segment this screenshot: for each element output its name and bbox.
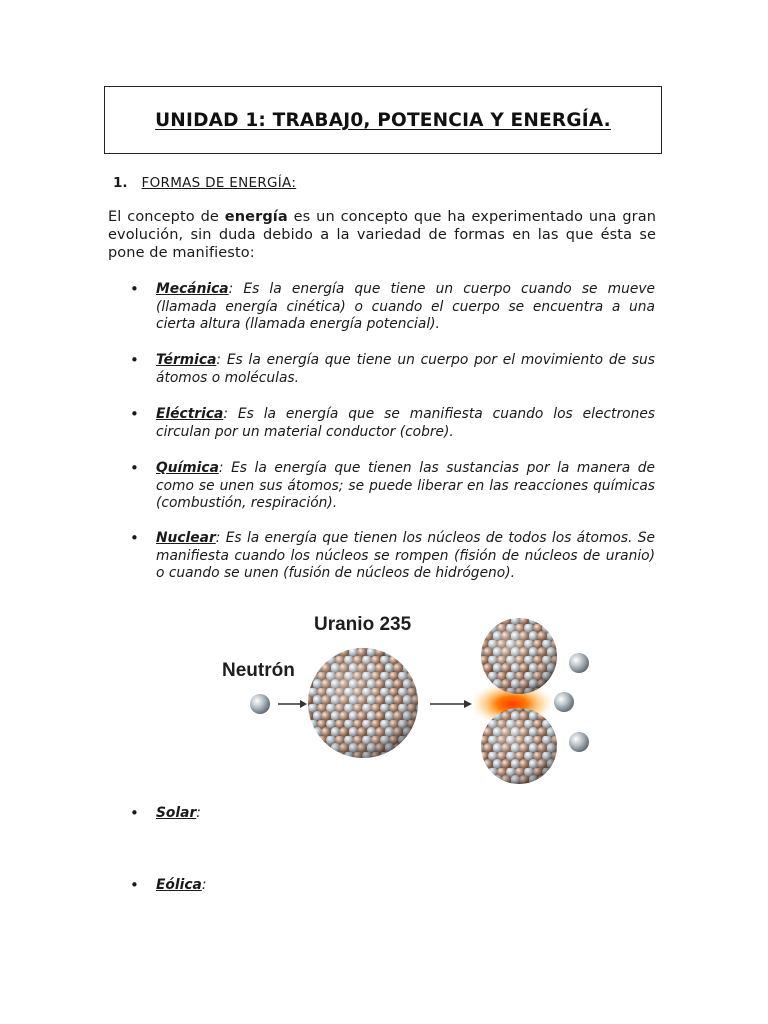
- arrow-icon: [278, 700, 307, 708]
- term-solar: Solar: [156, 805, 197, 821]
- list-item-electrica: [132, 406, 655, 441]
- desc-eolica: :: [201, 877, 207, 893]
- desc-electrica: : Es la energía que se manifiesta cuando los electrones circulan por un material conductor (cobre).: [156, 406, 655, 440]
- arrow-icon: [430, 700, 472, 708]
- desc-nuclear: : Es la energía que tienen los núcleos de todos los átomos. Se manifiesta cuando los núcleos se rompen (fisión de núcleos de uranio) o cuando se unen (fusión de núcleos de hidrógeno).: [156, 530, 655, 581]
- intro-keyword: energía: [224, 209, 288, 225]
- released-neutron: [569, 653, 589, 673]
- intro-text-before: El concepto de: [108, 209, 225, 225]
- term-nuclear: Nuclear: [156, 530, 216, 546]
- uranium-nucleus: [308, 648, 418, 758]
- label-uranio: Uranio 235: [314, 614, 412, 635]
- desc-termica: : Es la energía que tiene un cuerpo por el movimiento de sus átomos o moléculas.: [156, 352, 655, 386]
- desc-solar: :: [196, 805, 201, 821]
- bullet-dot: •: [130, 459, 139, 477]
- neutron-particle: [250, 694, 270, 714]
- desc-quimica: : Es la energía que tienen las sustancias por la manera de como se unen sus átomos; se puede liberar en las reacciones químicas (combustión, respiración).: [156, 460, 655, 511]
- title-box: [104, 86, 662, 154]
- bullet-dot: •: [130, 876, 139, 894]
- list-item-mecanica: [132, 281, 655, 334]
- released-neutron: [569, 732, 589, 752]
- term-electrica: Eléctrica: [156, 406, 224, 422]
- list-item-eolica: [132, 877, 655, 895]
- list-item-solar: [132, 805, 655, 823]
- label-neutron: Neutrón: [222, 660, 295, 681]
- list-item-nuclear: [132, 530, 655, 583]
- section-number: 1.: [113, 175, 128, 191]
- term-eolica: Eólica: [156, 877, 202, 893]
- intro-paragraph: [108, 208, 656, 262]
- list-item-quimica: [132, 460, 655, 513]
- fission-diagram: [218, 608, 598, 790]
- term-termica: Térmica: [156, 352, 217, 368]
- section-heading: [113, 175, 296, 191]
- bullet-dot: •: [130, 405, 139, 423]
- desc-mecanica: : Es la energía que tiene un cuerpo cuando se mueve (llamada energía cinética) o cuando el cuerpo se encuentra a una cierta altura (llamada energía potencial).: [156, 281, 655, 332]
- list-item-termica: [132, 352, 655, 387]
- term-mecanica: Mecánica: [156, 281, 229, 297]
- bullet-dot: •: [130, 280, 139, 298]
- bullet-dot: •: [130, 529, 139, 547]
- section-title: FORMAS DE ENERGÍA:: [141, 175, 297, 191]
- term-quimica: Química: [156, 460, 219, 476]
- fission-illustration: [218, 608, 598, 790]
- bullet-dot: •: [130, 351, 139, 369]
- bullet-dot: •: [130, 804, 139, 822]
- released-neutron: [554, 692, 574, 712]
- intro-text-after: es un concepto que ha experimentado una gran evolución, sin duda debido a la variedad de formas en las que ésta se pone de manifiesto:: [108, 209, 656, 261]
- fragment-nucleus-bottom: [481, 708, 557, 784]
- page-title: UNIDAD 1: TRABAJ0, POTENCIA Y ENERGÍA.: [155, 109, 611, 131]
- fragment-nucleus-top: [481, 618, 557, 694]
